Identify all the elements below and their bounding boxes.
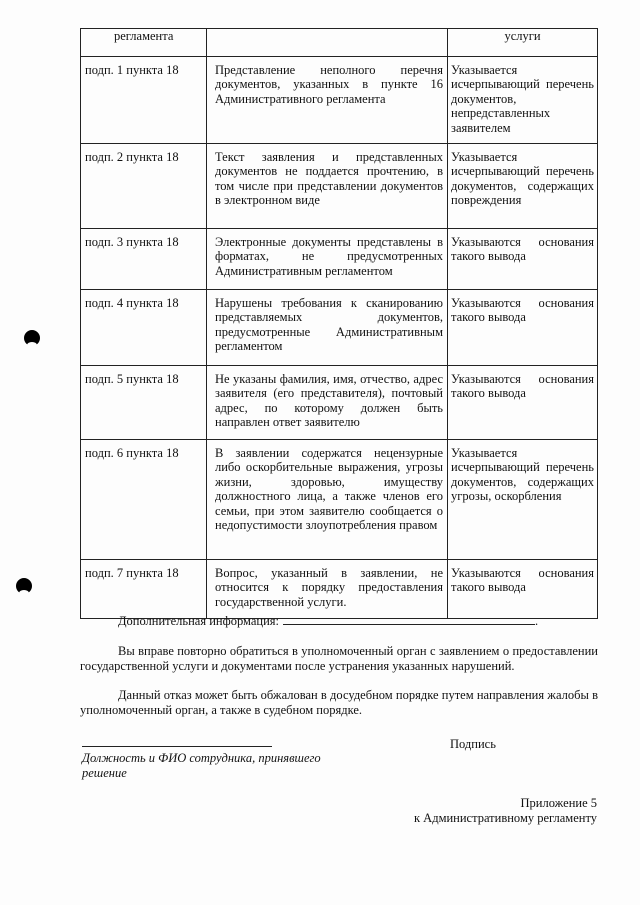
signature-caption: Должность и ФИО сотрудника, принявшего решение: [82, 751, 321, 780]
appendix-subtitle: к Административному регламенту: [413, 811, 597, 825]
result-cell: Указываются основания такого вывода: [448, 560, 598, 619]
appendix-title: Приложение 5: [520, 796, 597, 810]
punch-hole-top: [24, 330, 40, 346]
appeal-paragraph: Данный отказ может быть обжалован в досудебном порядке путем направления жалобы в уполномоченный орган, а также в судебном порядке.: [80, 688, 598, 717]
table-row: [81, 229, 598, 290]
result-cell: Указывается исчерпывающий перечень документов, содержащих повреждения: [448, 144, 598, 229]
refusal-reasons-table: [80, 28, 598, 619]
result-cell: Указываются основания такого вывода: [448, 366, 598, 440]
additional-info-field[interactable]: [283, 614, 535, 625]
ref-cell: подп. 7 пункта 18: [81, 560, 207, 619]
ref-cell: подп. 4 пункта 18: [81, 290, 207, 366]
table-row: [81, 290, 598, 366]
table-row: [81, 366, 598, 440]
ref-cell: подп. 6 пункта 18: [81, 440, 207, 560]
table-row: [81, 440, 598, 560]
table-row: [81, 144, 598, 229]
appendix-heading: [414, 796, 597, 826]
ref-cell: подп. 1 пункта 18: [81, 57, 207, 144]
result-cell: Указываются основания такого вывода: [448, 229, 598, 290]
table-row: [81, 560, 598, 619]
reason-cell: Текст заявления и представленных документов не поддается прочтению, в том числе при представлении документов в электронном виде: [207, 144, 448, 229]
ref-cell: подп. 2 пункта 18: [81, 144, 207, 229]
reason-cell: Нарушены требования к сканированию представляемых документов, предусмотренные Административным регламентом: [207, 290, 448, 366]
reason-cell: Не указаны фамилия, имя, отчество, адрес заявителя (его представителя), почтовый адрес, по которому должен быть направлен ответ заявителю: [207, 366, 448, 440]
signature-label: Подпись: [450, 737, 496, 751]
header-cell-reason: [207, 29, 448, 57]
reason-cell: В заявлении содержатся нецензурные либо оскорбительные выражения, угрозы жизни, здоровью, имуществу должностного лица, а также членов его семьи, при этом заявителю сообщается о недопустимости злоупотребления правом: [207, 440, 448, 560]
signature-underline: [82, 746, 272, 747]
ref-cell: подп. 3 пункта 18: [81, 229, 207, 290]
header-cell-regulation: регламента: [81, 29, 207, 57]
result-cell: Указывается исчерпывающий перечень документов, непредставленных заявителем: [448, 57, 598, 144]
reason-cell: Вопрос, указанный в заявлении, не относится к порядку предоставления государственной услуги.: [207, 560, 448, 619]
additional-info-label: Дополнительная информация:: [118, 614, 279, 628]
result-cell: Указывается исчерпывающий перечень документов, содержащих угрозы, оскорбления: [448, 440, 598, 560]
header-cell-service: услуги: [448, 29, 598, 57]
table-header-row: [81, 29, 598, 57]
reason-cell: Представление неполного перечня документов, указанных в пункте 16 Административного регламента: [207, 57, 448, 144]
reason-cell: Электронные документы представлены в форматах, не предусмотренных Административным регламентом: [207, 229, 448, 290]
result-cell: Указываются основания такого вывода: [448, 290, 598, 366]
punch-hole-bottom: [16, 578, 32, 594]
additional-info-end: .: [535, 614, 539, 628]
table-row: [81, 57, 598, 144]
repeat-application-paragraph: Вы вправе повторно обратиться в уполномоченный орган с заявлением о предоставлении государственной услуги и документами после устранения указанных нарушений.: [80, 644, 598, 673]
additional-info: [118, 614, 598, 629]
ref-cell: подп. 5 пункта 18: [81, 366, 207, 440]
